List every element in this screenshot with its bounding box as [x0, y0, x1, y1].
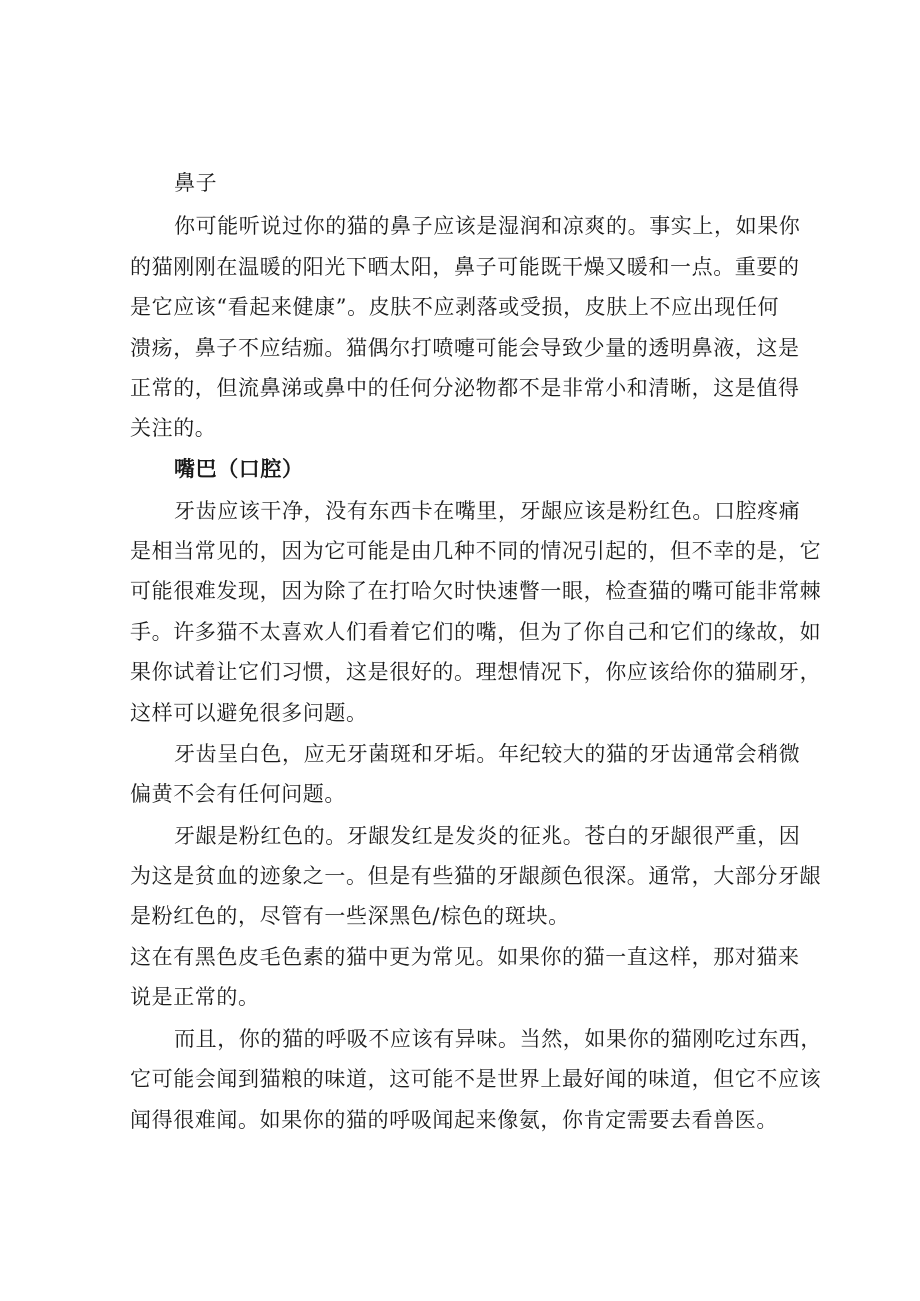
mouth-paragraph-line: 是相当常见的，因为它可能是由几种不同的情况引起的，但不幸的是，它	[130, 539, 822, 563]
nose-paragraph-line: 正常的，但流鼻涕或鼻中的任何分泌物都不是非常小和清晰，这是值得	[130, 376, 800, 400]
gums-paragraph-line: 为这是贫血的迹象之一。但是有些猫的牙龈颜色很深。通常，大部分牙龈	[130, 864, 822, 888]
nose-paragraph-line: 的猫刚刚在温暖的阳光下晒太阳，鼻子可能既干燥又暖和一点。重要的	[130, 255, 800, 279]
teeth-paragraph-line: 偏黄不会有任何问题。	[130, 782, 346, 806]
gums-paragraph-line: 说是正常的。	[130, 985, 260, 1009]
mouth-paragraph-line: 这样可以避免很多问题。	[130, 701, 368, 725]
mouth-paragraph-line: 可能很难发现，因为除了在打哈欠时快速瞥一眼，检查猫的嘴可能非常棘	[130, 579, 822, 603]
mouth-paragraph-line: 果你试着让它们习惯，这是很好的。理想情况下，你应该给你的猫刷牙，	[130, 660, 822, 684]
mouth-paragraph-line: 牙齿应该干净，没有东西卡在嘴里，牙龈应该是粉红色。口腔疼痛	[174, 499, 801, 523]
breath-paragraph-line: 闻得很难闻。如果你的猫的呼吸闻起来像氨，你肯定需要去看兽医。	[130, 1108, 778, 1132]
nose-paragraph-line: 溃疡，鼻子不应结痂。猫偶尔打喷嚏可能会导致少量的透明鼻液，这是	[130, 336, 800, 360]
breath-paragraph-line: 它可能会闻到猫粮的味道，这可能不是世界上最好闻的味道，但它不应该	[130, 1067, 822, 1091]
nose-paragraph-line: 关注的。	[130, 416, 217, 440]
mouth-paragraph-line: 手。许多猫不太喜欢人们看着它们的嘴，但为了你自己和它们的缘故，如	[130, 620, 822, 644]
breath-paragraph-line: 而且，你的猫的呼吸不应该有异味。当然，如果你的猫刚吃过东西，	[174, 1027, 822, 1051]
section-heading-nose: 鼻子	[174, 171, 218, 195]
gums-paragraph-line: 牙龈是粉红色的。牙龈发红是发炎的征兆。苍白的牙龈很严重，因	[174, 824, 801, 848]
gums-paragraph-line: 这在有黑色皮毛色素的猫中更为常见。如果你的猫一直这样，那对猫来	[130, 945, 800, 969]
gums-paragraph-line: 是粉红色的，尽管有一些深黑色/棕色的斑块。	[130, 904, 570, 928]
section-heading-mouth: 嘴巴（口腔）	[174, 456, 304, 481]
nose-paragraph-line: 你可能听说过你的猫的鼻子应该是湿润和凉爽的。事实上，如果你	[174, 214, 801, 238]
nose-paragraph-line: 是它应该“看起来健康”。皮肤不应剥落或受损，皮肤上不应出现任何	[130, 295, 780, 319]
teeth-paragraph-line: 牙齿呈白色，应无牙菌斑和牙垢。年纪较大的猫的牙齿通常会稍微	[174, 742, 801, 766]
